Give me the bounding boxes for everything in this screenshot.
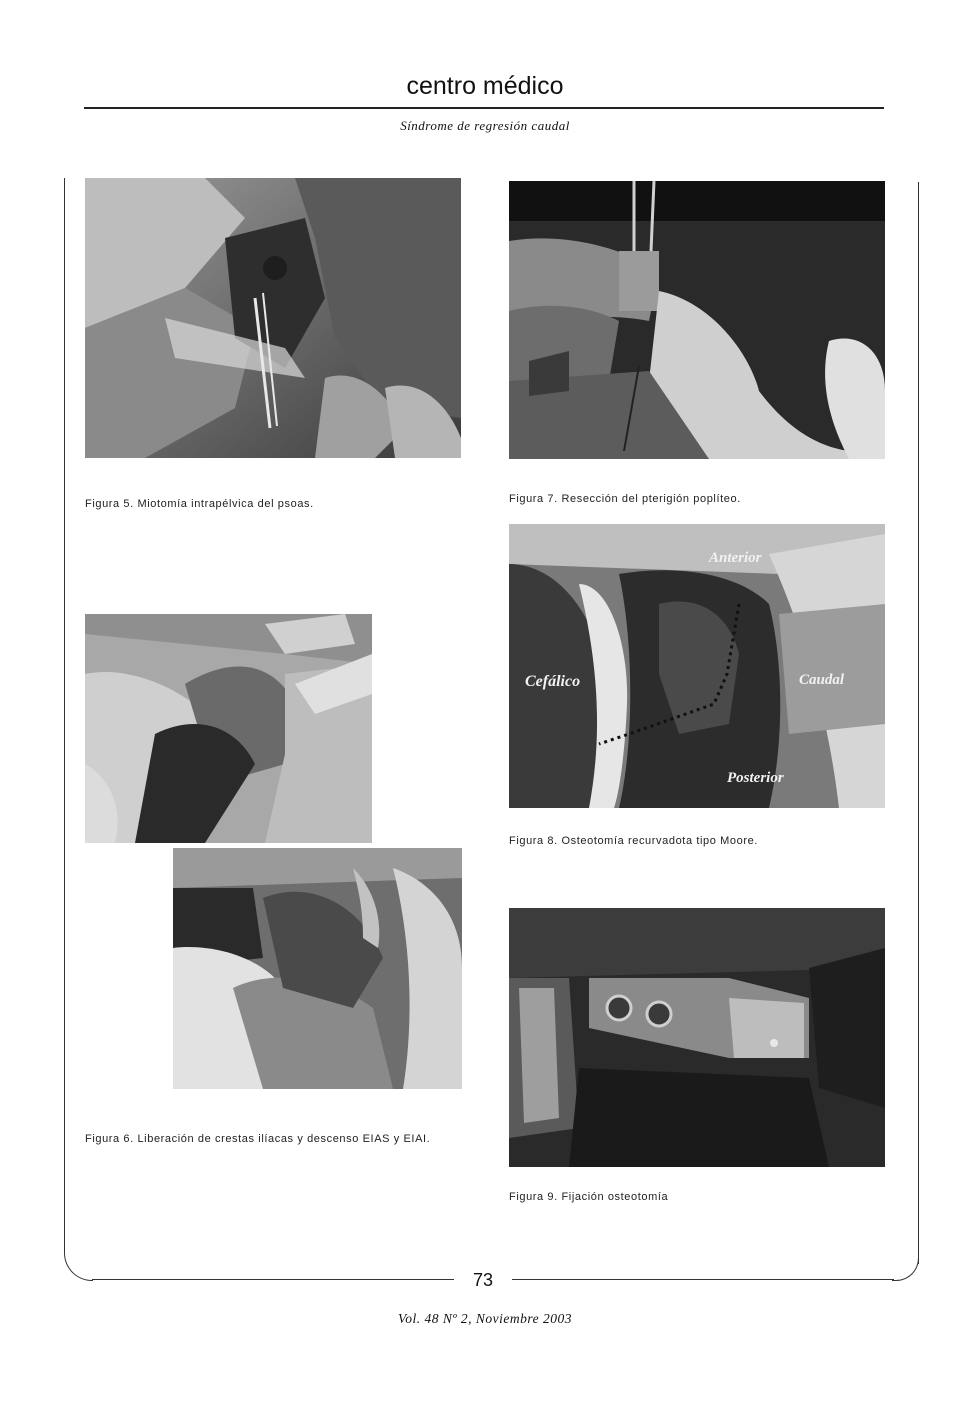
footer-rule-right: [512, 1279, 894, 1280]
label-posterior: Posterior: [727, 770, 784, 786]
frame-right-line: [918, 182, 919, 1264]
figure-6-photo-top: [85, 614, 372, 843]
footer-rule-left: [92, 1279, 454, 1280]
volume-info: Vol. 48 Nº 2, Noviembre 2003: [397, 1311, 573, 1326]
figure-6-caption: Figura 6. Liberación de crestas ilíacas y descenso EIAS y EIAI.: [85, 1133, 431, 1145]
frame-corner-bottom-right: [892, 1258, 919, 1281]
figure-8-photo: [509, 524, 885, 808]
figure-5-caption: Figura 5. Miotomía intrapélvica del psoas.: [85, 498, 314, 510]
header-rule: [84, 107, 884, 109]
page-number: 73: [472, 1270, 494, 1290]
figure-8-caption: Figura 8. Osteotomía recurvadota tipo Moore.: [509, 835, 758, 847]
label-cefalico: Cefálico: [525, 673, 581, 690]
figure-9-photo: [509, 908, 885, 1167]
figure-9-caption: Figura 9. Fijación osteotomía: [509, 1191, 669, 1203]
figure-7-caption: Figura 7. Resección del pterigión poplíteo.: [509, 493, 741, 505]
figure-5-photo: [85, 178, 461, 458]
frame-left-line: [64, 178, 65, 1250]
figure-6-photo-bottom: [173, 848, 462, 1089]
label-anterior: Anterior: [709, 550, 762, 566]
journal-title: centro médico: [406, 72, 564, 100]
article-title: Síndrome de regresión caudal: [400, 118, 570, 133]
frame-corner-bottom-left: [64, 1240, 93, 1281]
figure-7-photo: [509, 181, 885, 459]
label-caudal: Caudal: [799, 672, 845, 688]
